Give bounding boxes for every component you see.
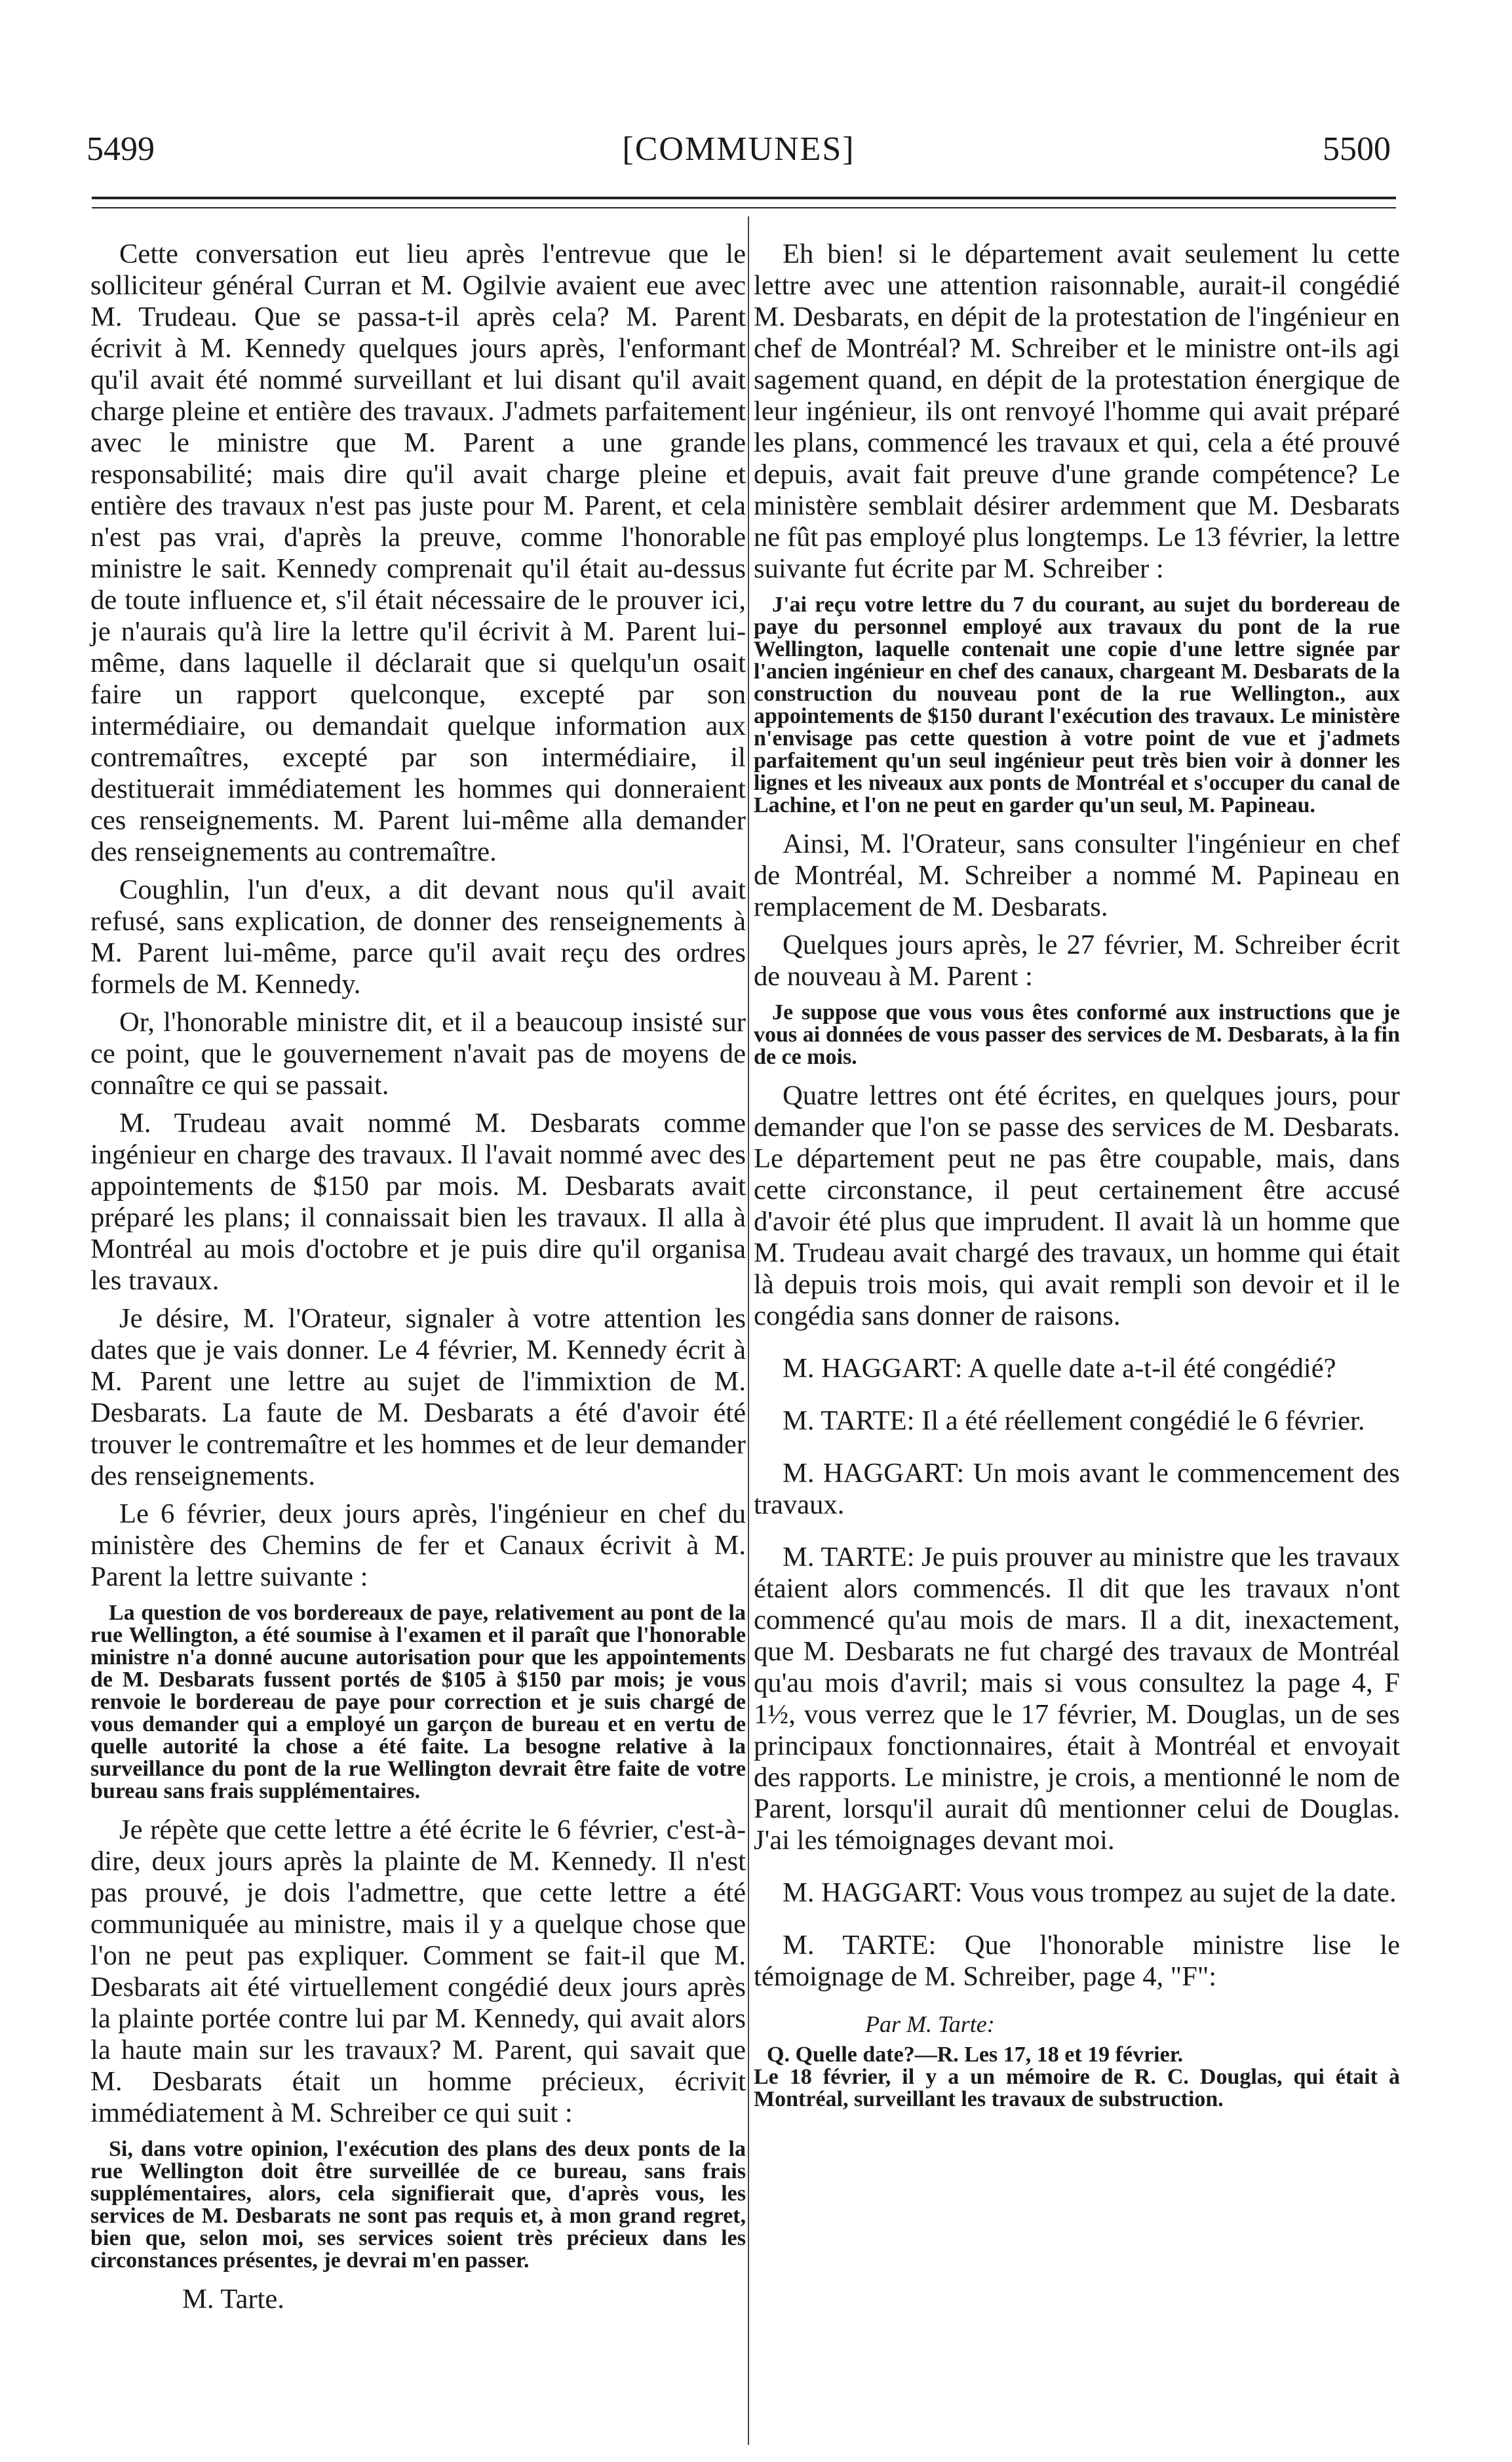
quote-text: La question de vos bordereaux de paye, relativement au pont de la rue Wellington, a été soumise à l'examen et il paraît que l'honorable ministre n'a donné aucune autorisation pour que les appointements de M. Desbarats fussent portés de $105 à $150 par mois; je vous renvoie le bordereau de paye pour correction et je suis chargé de vous demander qui a employé un garçon de bureau et en vertu de quelle autorité la chose a été faite. La besogne relative à la surveillance du pont de la rue Wellington devrait être faite de votre bureau sans frais supplémentaires. [90, 1601, 746, 1803]
paragraph: M. Trudeau avait nommé M. Desbarats comme ingénieur en charge des travaux. Il l'avait nommé avec des appointements de $150 par mois. M. Desbarats avait préparé les plans; il connaissait bien les travaux. Il alla à Montréal au mois d'octobre et je puis dire qu'il organisa les travaux. [90, 1108, 746, 1296]
paragraph: Cette conversation eut lieu après l'entrevue que le solliciteur général Curran et M. Ogilvie avaient eue avec M. Trudeau. Que se passa-t-il après cela? M. Parent écrivit à M. Kennedy quelques jours après, l'enformant qu'il avait été nommé surveillant et lui disant qu'il avait charge pleine et entière des travaux. J'admets parfaitement avec le ministre que M. Parent a une grande responsabilité; mais dire qu'il avait charge pleine et entière des travaux n'est pas juste pour M. Parent, et cela n'est pas vrai, d'après la preuve, comme l'honorable ministre le sait. Kennedy comprenait qu'il était au-dessus de toute influence et, s'il était nécessaire de le prouver ici, je n'aurais qu'à lire la lettre qu'il écrivit à M. Parent lui-même, dans laquelle il déclarait que si quelqu'un osait faire un rapport quelconque, excepté par son intermédiaire, ou demandait quelque information aux contremaîtres, excepté par son intermédiaire, il destituerait immédiatement les hommes qui donneraient ces renseignements. M. Parent lui-même alla demander des renseignements au contremaître. [90, 239, 746, 867]
quoted-letter [90, 2138, 746, 2272]
page-header [87, 130, 1391, 176]
quoted-letter [754, 1002, 1400, 1068]
header-title: [COMMUNES] [622, 130, 855, 168]
column-divider [748, 216, 749, 2445]
header-rule-thick [92, 197, 1396, 199]
page-number-right: 5500 [1323, 130, 1391, 168]
quote-text: Je suppose que vous vous êtes conformé aux instructions que je vous ai données de vous passer des services de M. Desbarats, à la fin de ce mois. [754, 1000, 1400, 1069]
paragraph: Je désire, M. l'Orateur, signaler à votre attention les dates que je vais donner. Le 4 février, M. Kennedy écrit à M. Parent une lettre au sujet de l'immixtion de M. Desbarats. La faute de M. Desbarats a été d'avoir été trouver le contremaître et les hommes et de leur demander des renseignements. [90, 1303, 746, 1491]
testimony-qa: Q. Quelle date?—R. Les 17, 18 et 19 février. [767, 2042, 1184, 2067]
speaker-paragraph: M. HAGGART: Vous vous trompez au sujet de la date. [783, 1877, 1397, 1908]
quoted-letter [90, 1602, 746, 1803]
paragraph: Ainsi, M. l'Orateur, sans consulter l'ingénieur en chef de Montréal, M. Schreiber a nommé M. Papineau en remplacement de M. Desbarats. [754, 829, 1400, 922]
speaker-paragraph: M. TARTE: Je puis prouver au ministre que les travaux étaient alors commencés. Il dit que les travaux n'ont commencé qu'au mois de mars. Il a dit, inexactement, que M. Desbarats ne fut chargé des travaux de Montréal qu'au mois d'avril; mais si vous consultez la page 4, F 1½, vous verrez que le 17 février, M. Douglas, un de ses principaux fonctionnaires, était à Montréal et envoyait des rapports. Le ministre, je crois, a mentionné le nom de Parent, lorsqu'il aurait dû mentionner celui de Douglas. J'ai les témoignages devant moi. [754, 1542, 1400, 1856]
right-column [754, 231, 1400, 2111]
speaker-paragraph: M. TARTE: Que l'honorable ministre lise le témoignage de M. Schreiber, page 4, "F": [754, 1930, 1400, 1992]
testimony-text: Le 18 février, il y a un mémoire de R. C. Douglas, qui était à Montréal, surveillant les travaux de substruction. [754, 2065, 1400, 2111]
quoted-letter [754, 594, 1400, 817]
paragraph: Le 6 février, deux jours après, l'ingénieur en chef du ministère des Chemins de fer et Canaux écrivit à M. Parent la lettre suivante : [90, 1498, 746, 1592]
speaker-paragraph: M. HAGGART: Un mois avant le commencement des travaux. [754, 1458, 1400, 1520]
paragraph: Eh bien! si le département avait seulement lu cette lettre avec une attention raisonnable, aurait-il congédié M. Desbarats, en dépit de la protestation de l'ingénieur en chef de Montréal? M. Schreiber et le ministre ont-ils agi sagement quand, en dépit de la protestation énergique de leur ingénieur, ils ont renvoyé l'homme qui avait préparé les plans, commencé les travaux et qui, cela a été prouvé depuis, avait fait preuve d'une grande compétence? Le ministère semblait désirer ardemment que M. Desbarats ne fût pas employé plus longtemps. Le 13 février, la lettre suivante fut écrite par M. Schreiber : [754, 239, 1400, 584]
header-rule-thin [92, 207, 1396, 208]
speaker-paragraph: M. TARTE: Il a été réellement congédié le 6 février. [783, 1405, 1365, 1436]
testimony-label: Par M. Tarte: [865, 2011, 995, 2037]
paragraph: Quelques jours après, le 27 février, M. Schreiber écrit de nouveau à M. Parent : [754, 929, 1400, 992]
quote-text: J'ai reçu votre lettre du 7 du courant, au sujet du bordereau de paye du personnel employé aux travaux du pont de la rue Wellington, laquelle contenait une copie d'une lettre signée par l'ancien ingénieur en chef des canaux, chargeant M. Desbarats de la construction du nouveau pont de la rue Wellington., aux appointements de $150 durant l'exécution des travaux. Le ministère n'envisage pas cette question à votre point de vue et j'admets parfaitement qu'un seul ingénieur peut très bien voir à donner les lignes et les niveaux aux ponts de Montréal et s'occuper du canal de Lachine, et l'on ne peut en garder qu'un seul, M. Papineau. [754, 593, 1400, 817]
left-column [90, 231, 746, 2322]
page-number-left: 5499 [87, 130, 155, 168]
speaker-paragraph: M. HAGGART: A quelle date a-t-il été congédié? [783, 1353, 1336, 1384]
paragraph: Coughlin, l'un d'eux, a dit devant nous qu'il avait refusé, sans explication, de donner des renseignements à M. Parent lui-même, parce qu'il avait reçu des ordres formels de M. Kennedy. [90, 874, 746, 1000]
paragraph: Or, l'honorable ministre dit, et il a beaucoup insisté sur ce point, que le gouvernement n'avait pas de moyens de connaître ce qui se passait. [90, 1007, 746, 1101]
paragraph: Quatre lettres ont été écrites, en quelques jours, pour demander que l'on se passe des services de M. Desbarats. Le département peut ne pas être coupable, mais, dans cette circonstance, il peut certainement être accusé d'avoir été plus que imprudent. Il avait là un homme que M. Trudeau avait chargé des travaux, un homme qui était là depuis trois mois, qui avait rempli son devoir et il le congédia sans donner de raisons. [754, 1080, 1400, 1331]
paragraph: Je répète que cette lettre a été écrite le 6 février, c'est-à-dire, deux jours après la plainte de M. Kennedy. Il n'est pas prouvé, je dois l'admettre, que cette lettre a été communiquée au ministre, mais il y a quelque chose que l'on ne peut pas expliquer. Comment se fait-il que M. Desbarats ait été virtuellement congédié deux jours après la plainte portée contre lui par M. Kennedy, qui avait alors la haute main sur les travaux? M. Parent, qui savait que M. Desbarats était un homme précieux, écrivit immédiatement à M. Schreiber ce qui suit : [90, 1814, 746, 2128]
signature: M. Tarte. [182, 2284, 284, 2315]
quote-text: Si, dans votre opinion, l'exécution des plans des deux ponts de la rue Wellington doit être surveillée de ce bureau, sans frais supplémentaires, alors, cela signifierait que, d'après vous, les services de M. Desbarats ne sont pas requis et, à mon grand regret, bien que, selon moi, ses services soient très précieux dans les circonstances présentes, je devrai m'en passer. [90, 2137, 746, 2273]
